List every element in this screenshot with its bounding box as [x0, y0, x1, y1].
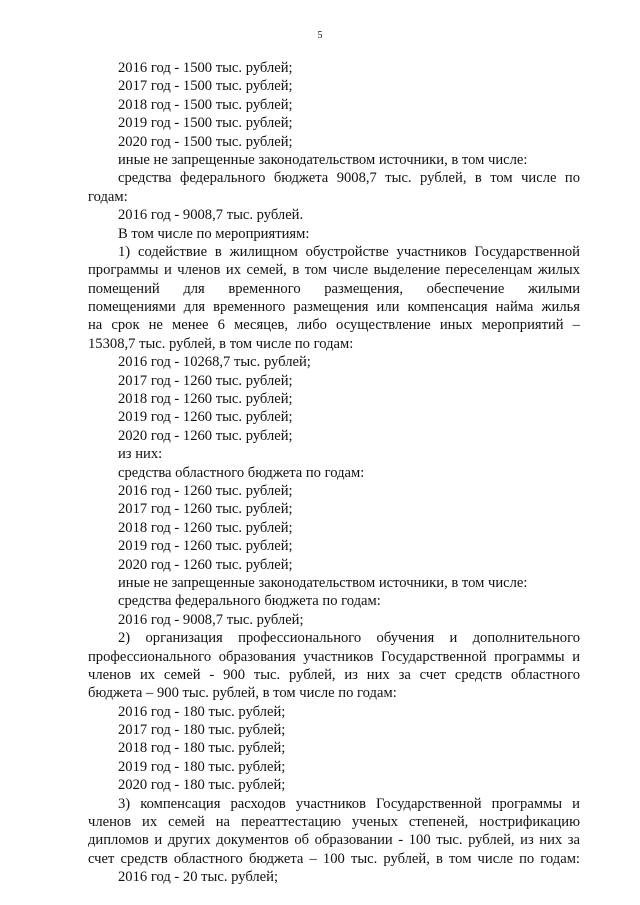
text-line: 2017 год - 180 тыс. рублей;: [118, 722, 286, 739]
text-line: на срок не менее 6 месяцев, либо осуществление иных мероприятий –: [88, 317, 580, 334]
text-line: 2018 год - 1260 тыс. рублей;: [118, 391, 293, 408]
text-line: членов их семей - 900 тыс. рублей, из них за счет средств областного: [88, 666, 580, 683]
text-line: 3) компенсация расходов участников Государственной программы и: [118, 795, 580, 812]
text-line: профессионального образования участников Государственной программы и: [88, 648, 580, 665]
text-line: помещениями для временного размещения или компенсация найма жилья: [88, 299, 580, 316]
text-line: 2016 год - 180 тыс. рублей;: [118, 703, 286, 720]
text-line: 2018 год - 1260 тыс. рублей;: [118, 519, 293, 536]
text-line: 2016 год - 9008,7 тыс. рублей.: [118, 207, 304, 224]
text-line: 2018 год - 1500 тыс. рублей;: [118, 96, 293, 113]
text-line: иные не запрещенные законодательством источники, в том числе:: [118, 151, 528, 168]
text-line: 2016 год - 1260 тыс. рублей;: [118, 482, 293, 499]
text-line: годам:: [88, 188, 128, 205]
document-body: [88, 59, 580, 887]
page-number: 5: [317, 30, 323, 41]
text-line: дипломов и других документов об образовании - 100 тыс. рублей, из них за: [88, 832, 580, 849]
text-line: 15308,7 тыс. рублей, в том числе по годам:: [88, 335, 354, 352]
text-line: 2019 год - 1500 тыс. рублей;: [118, 115, 293, 132]
text-line: счет средств областного бюджета – 100 тыс. рублей, в том числе по годам:: [88, 850, 580, 867]
text-line: 2019 год - 1260 тыс. рублей;: [118, 538, 293, 555]
text-line: 2016 год - 9008,7 тыс. рублей;: [118, 611, 304, 628]
text-line: 2016 год - 1500 тыс. рублей;: [118, 60, 293, 76]
text-line: бюджета – 900 тыс. рублей, в том числе по годам:: [88, 685, 397, 702]
text-line: 2020 год - 1500 тыс. рублей;: [118, 133, 293, 150]
text-line: В том числе по мероприятиям:: [118, 225, 310, 242]
text-line: средства федерального бюджета 9008,7 тыс. рублей, в том числе по: [118, 170, 580, 187]
text-line: 2016 год - 10268,7 тыс. рублей;: [118, 354, 311, 371]
text-line: помещений для временного размещения, обеспечение жилыми: [88, 280, 580, 297]
text-line: иные не запрещенные законодательством источники, в том числе:: [118, 574, 528, 591]
text-line: 2017 год - 1260 тыс. рублей;: [118, 372, 293, 389]
text-line: 2017 год - 1500 тыс. рублей;: [118, 78, 293, 95]
text-line: 2020 год - 180 тыс. рублей;: [118, 777, 286, 794]
text-line: 2019 год - 180 тыс. рублей;: [118, 758, 286, 775]
text-line: программы и членов их семей, в том числе выделение переселенцам жилых: [88, 262, 580, 279]
text-line: членов их семей на переаттестацию ученых степеней, нострификацию: [88, 814, 580, 831]
text-line: средства федерального бюджета по годам:: [118, 593, 381, 610]
text-line: из них:: [118, 446, 163, 463]
text-line: 2019 год - 1260 тыс. рублей;: [118, 409, 293, 426]
text-line: 2020 год - 1260 тыс. рублей;: [118, 556, 293, 573]
text-line: 2018 год - 180 тыс. рублей;: [118, 740, 286, 757]
text-line: 1) содействие в жилищном обустройстве участников Государственной: [118, 243, 580, 260]
text-line: 2020 год - 1260 тыс. рублей;: [118, 427, 293, 444]
text-line: средства областного бюджета по годам:: [118, 464, 365, 481]
text-line: 2) организация профессионального обучения и дополнительного: [118, 630, 580, 647]
text-line: 2016 год - 20 тыс. рублей;: [118, 869, 279, 886]
text-line: 2017 год - 1260 тыс. рублей;: [118, 501, 293, 518]
